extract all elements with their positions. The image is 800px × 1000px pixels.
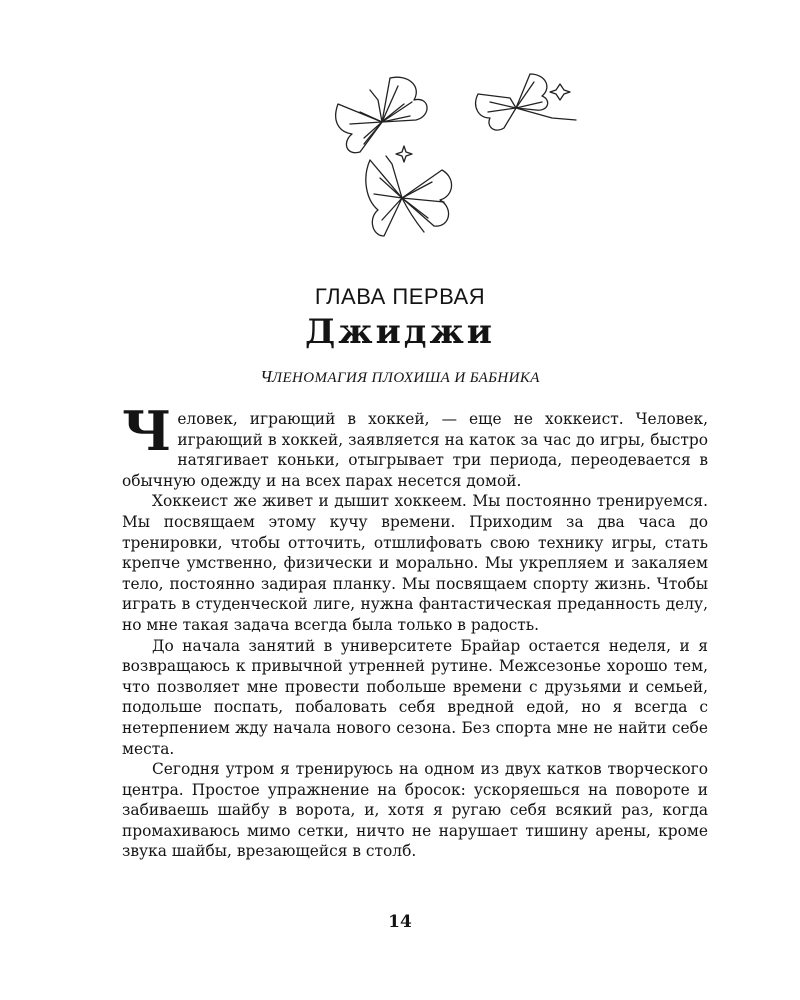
butterfly-bottom (366, 156, 452, 236)
paragraph-1 (122, 399, 708, 491)
butterflies-illustration (320, 60, 600, 260)
drop-cap: Ч (122, 399, 172, 463)
page-number: 14 (388, 912, 412, 932)
subtitle-first-letter: Ч (260, 367, 272, 386)
butterfly-upper-right (476, 74, 576, 130)
paragraph-4: Сегодня утром я тренируюсь на одном из двух катков творческого центра. Простое упражнение на бросок: ускоряешься на повороте и забиваешь шайбу в ворота, и, хотя я ругаю себя всякий раз, когда промахиваюсь мимо сетки, ничто не нарушает тишину арены, кроме звука шайбы, врезающейся в столб. (122, 760, 708, 861)
subtitle-rest: ЛЕНОМАГИЯ ПЛОХИША И БАБНИКА (271, 370, 540, 386)
chapter-subtitle (0, 367, 800, 387)
sparkle-icon (396, 146, 412, 162)
paragraph-3: До начала занятий в университете Брайар остается неделя, и я возвращаюсь к привычной утренней рутине. Межсезонье хорошо тем, что позволяет мне провести побольше времени с друзьями и семьей, подольше поспать, побаловать себя вредной едой, но я всегда с нетерпением жду начала нового сезона. Без спорта мне не найти себе места. (122, 636, 708, 758)
butterfly-upper-left (336, 77, 427, 152)
chapter-title: Джиджи (305, 312, 495, 352)
paragraph-2: Хоккеист же живет и дышит хоккеем. Мы постоянно тренируемся. Мы посвящаем этому кучу времени. Приходим за два часа до тренировки, чтобы отточить, отшлифовать свою технику игры, стать крепче умственно, физически и морально. Мы укрепляем и закаляем тело, постоянно задирая планку. Мы посвящаем спорту жизнь. Чтобы играть в студенческой лиге, нужна фантастическая преданность делу, но мне такая задача всегда была только в радость. (122, 492, 708, 634)
paragraph-1-text: еловек, играющий в хоккей, — еще не хоккеист. Человек, играющий в хоккей, заявляется на каток за час до игры, быстро натягивает коньки, отыгрывает три периода, переодевается в обычную одежду и на всех парах несется домой. (122, 410, 708, 490)
chapter-label: ГЛАВА ПЕРВАЯ (314, 284, 486, 309)
chapter-body (122, 399, 708, 862)
